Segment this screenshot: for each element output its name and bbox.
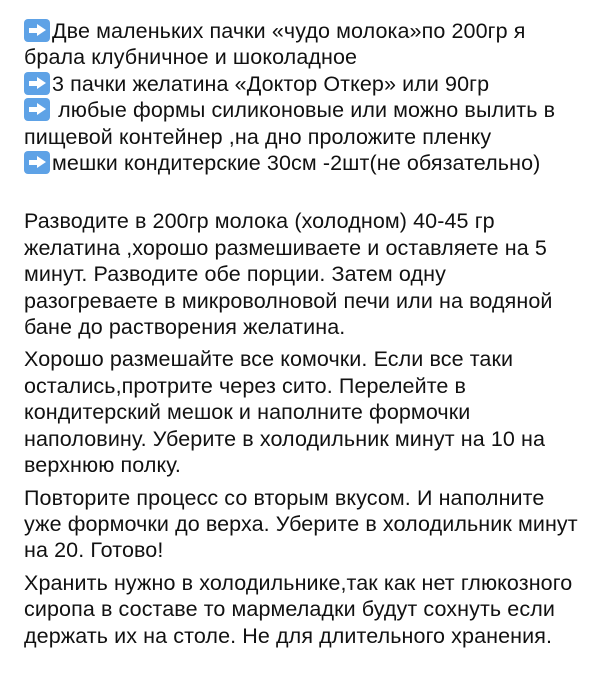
- right-arrow-icon: [24, 72, 50, 95]
- ingredient-text: 3 пачки желатина «Доктор Откер» или 90гр: [52, 71, 490, 96]
- instruction-paragraph: Разводите в 200гр молока (холодном) 40-45 гр желатина ,хорошо размешиваете и оставляете на 5 минут. Разводите обе порции. Затем одну разогреваете в микроволновой печи или на водяной бане до растворения желатина.: [24, 209, 553, 340]
- right-arrow-icon: [24, 19, 50, 42]
- right-arrow-icon: [24, 98, 50, 121]
- ingredient-item: [24, 71, 584, 97]
- recipe-text: [24, 18, 584, 655]
- ingredient-item: [24, 150, 584, 176]
- ingredient-text: Две маленьких пачки «чудо молока»по 200гр я брала клубничное и шоколадное: [24, 19, 526, 70]
- right-arrow-icon: [24, 151, 50, 174]
- ingredient-text: мешки кондитерские 30см -2шт(не обязательно): [52, 151, 541, 176]
- ingredient-item: [24, 97, 584, 150]
- instructions: [24, 208, 584, 649]
- ingredient-text: любые формы силиконовые или можно вылить в пищевой контейнер ,на дно проложите пленку: [24, 98, 556, 149]
- section-spacer: [24, 176, 584, 208]
- ingredient-item: [24, 18, 584, 71]
- ingredients-list: [24, 18, 584, 176]
- instruction-paragraph: Хранить нужно в холодильнике,так как нет глюкозного сиропа в составе то мармеладки будут сохнуть если держать их на столе. Не для длительного хранения.: [24, 570, 573, 648]
- instruction-paragraph: Хорошо размешайте все комочки. Если все таки остались,протрите через сито. Перелейте в кондитерский мешок и наполните формочки наполовину. Уберите в холодильник минут на 10 на верхнюю полку.: [24, 347, 546, 478]
- instruction-paragraph: Повторите процесс со вторым вкусом. И наполните уже формочки до верха. Уберите в холодильник минут на 20. Готово!: [24, 485, 578, 563]
